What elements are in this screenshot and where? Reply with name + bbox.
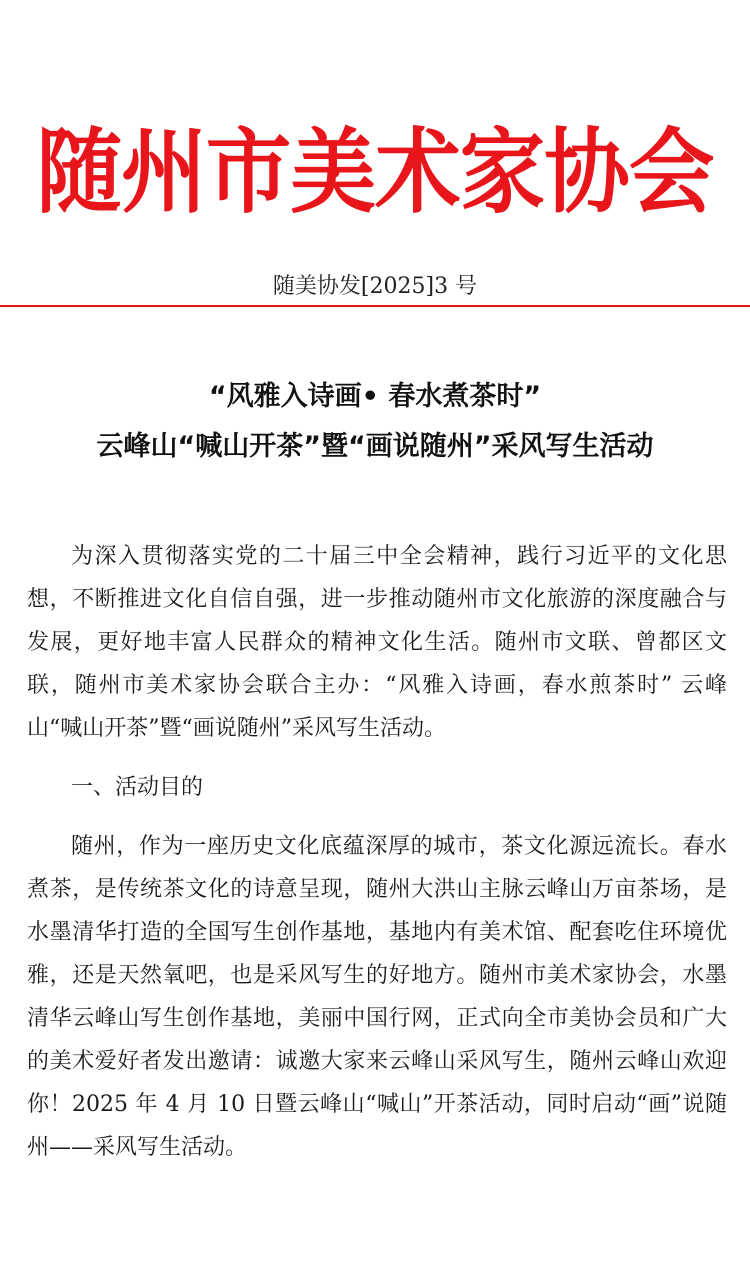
section-heading: 一、活动目的: [71, 775, 204, 800]
section-paragraph: 随州，作为一座历史文化底蕴深厚的城市，茶文化源远流长。春水煮茶，是传统茶文化的诗意呈现，随州大洪山主脉云峰山万亩茶场，是水墨清华打造的全国写生创作基地，基地内有美术馆、配套吃住环境优雅，还是天然氧吧，也是采风写生的好地方。随州市美术家协会，水墨清华云峰山写生创作基地，美丽中国行网，正式向全市美协会员和广大的美术爱好者发出邀请：诚邀大家来云峰山采风写生，随州云峰山欢迎你！2025 年 4 月 10 日暨云峰山“喊山”开茶活动，同时启动“画”说随州——采风写生活动。: [27, 834, 727, 1160]
intro-paragraph: 为深入贯彻落实党的二十届三中全会精神，践行习近平的文化思想，不断推进文化自信自强，进一步推动随州市文化旅游的深度融合与发展，更好地丰富人民群众的精神文化生活。随州市文联、曾都区文联，随州市美术家协会联合主办：“风雅入诗画，春水煎茶时” 云峰山“喊山开茶”暨“画说随州”采风写生活动。: [27, 544, 727, 741]
header-divider: [0, 305, 750, 307]
document-body: [27, 535, 727, 1185]
title-line-2: 云峰山“喊山开茶”暨“画说随州”采风写生活动: [96, 431, 654, 462]
organization-title: 随州市美术家协会: [36, 119, 714, 226]
title-line-1: “风雅入诗画• 春水煮茶时”: [208, 381, 542, 412]
document-number: 随美协发[2025]3 号: [272, 274, 478, 299]
